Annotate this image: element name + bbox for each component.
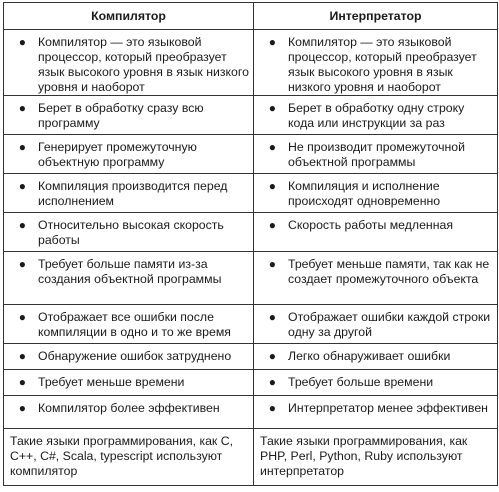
bullet-icon: ● — [18, 349, 26, 363]
bullet-icon: ● — [268, 349, 276, 363]
compiler-languages: Такие языки программирования, как C, C++, C#, Scala, typescript используют компилятор — [4, 429, 254, 486]
interpreter-cell: ● Не производит промежуточной объектной программы — [254, 135, 498, 174]
interpreter-cell: ● Требует больше времени — [254, 370, 498, 396]
interpreter-cell: ● Легко обнаруживает ошибки — [254, 344, 498, 370]
bullet-icon: ● — [268, 140, 276, 154]
bullet-icon: ● — [18, 257, 26, 271]
header-interpreter: Интерпретатор — [254, 3, 498, 30]
bullet-icon: ● — [268, 218, 276, 232]
footer-row — [4, 429, 498, 486]
bullet-icon: ● — [18, 401, 26, 415]
table-row — [4, 370, 498, 396]
bullet-icon: ● — [18, 179, 26, 193]
compiler-cell: ● Обнаружение ошибок затруднено — [4, 344, 254, 370]
interpreter-cell: ● Скорость работы медленная — [254, 213, 498, 252]
bullet-icon: ● — [18, 218, 26, 232]
compiler-cell: ● Генерирует промежуточную объектную программу — [4, 135, 254, 174]
bullet-icon: ● — [268, 375, 276, 389]
header-row — [4, 3, 498, 30]
interpreter-cell: ● Требует меньше памяти, так как не создает промежуточного объекта — [254, 252, 498, 305]
compiler-cell: ● Относительно высокая скорость работы — [4, 213, 254, 252]
table-row — [4, 213, 498, 252]
bullet-icon: ● — [18, 35, 26, 49]
bullet-icon: ● — [18, 101, 26, 115]
table-row — [4, 344, 498, 370]
bullet-icon: ● — [18, 140, 26, 154]
compiler-cell: ● Требует больше памяти из-за создания объектной программы — [4, 252, 254, 305]
table-row — [4, 305, 498, 344]
table-row — [4, 396, 498, 429]
interpreter-cell: ● Компилятор — это языковой процессор, который преобразует язык высокого уровня в язык низкого уровня и наоборот — [254, 30, 498, 96]
bullet-icon: ● — [18, 375, 26, 389]
bullet-icon: ● — [268, 401, 276, 415]
comparison-table — [3, 2, 498, 486]
compiler-cell: ● Компилятор — это языковой процессор, который преобразует язык высокого уровня в язык низкого уровня и наоборот — [4, 30, 254, 96]
header-compiler: Компилятор — [4, 3, 254, 30]
interpreter-cell: ● Компиляция и исполнение происходят одновременно — [254, 174, 498, 213]
table-row — [4, 252, 498, 305]
compiler-cell: ● Отображает все ошибки после компиляции в одно и то же время — [4, 305, 254, 344]
bullet-icon: ● — [268, 310, 276, 324]
interpreter-languages: Такие языки программирования, как PHP, Perl, Python, Ruby используют интерпретатор — [254, 429, 498, 486]
table-row — [4, 30, 498, 96]
compiler-cell: ● Требует меньше времени — [4, 370, 254, 396]
bullet-icon: ● — [268, 257, 276, 271]
compiler-cell: ● Компиляция производится перед исполнением — [4, 174, 254, 213]
compiler-cell: ● Компилятор более эффективен — [4, 396, 254, 429]
bullet-icon: ● — [268, 35, 276, 49]
table-row — [4, 135, 498, 174]
bullet-icon: ● — [18, 310, 26, 324]
table-row — [4, 174, 498, 213]
table-row — [4, 96, 498, 135]
bullet-icon: ● — [268, 101, 276, 115]
interpreter-cell: ● Интерпретатор менее эффективен — [254, 396, 498, 429]
interpreter-cell: ● Берет в обработку одну строку кода или инструкции за раз — [254, 96, 498, 135]
interpreter-cell: ● Отображает ошибки каждой строки одну за другой — [254, 305, 498, 344]
bullet-icon: ● — [268, 179, 276, 193]
compiler-cell: ● Берет в обработку сразу всю программу — [4, 96, 254, 135]
